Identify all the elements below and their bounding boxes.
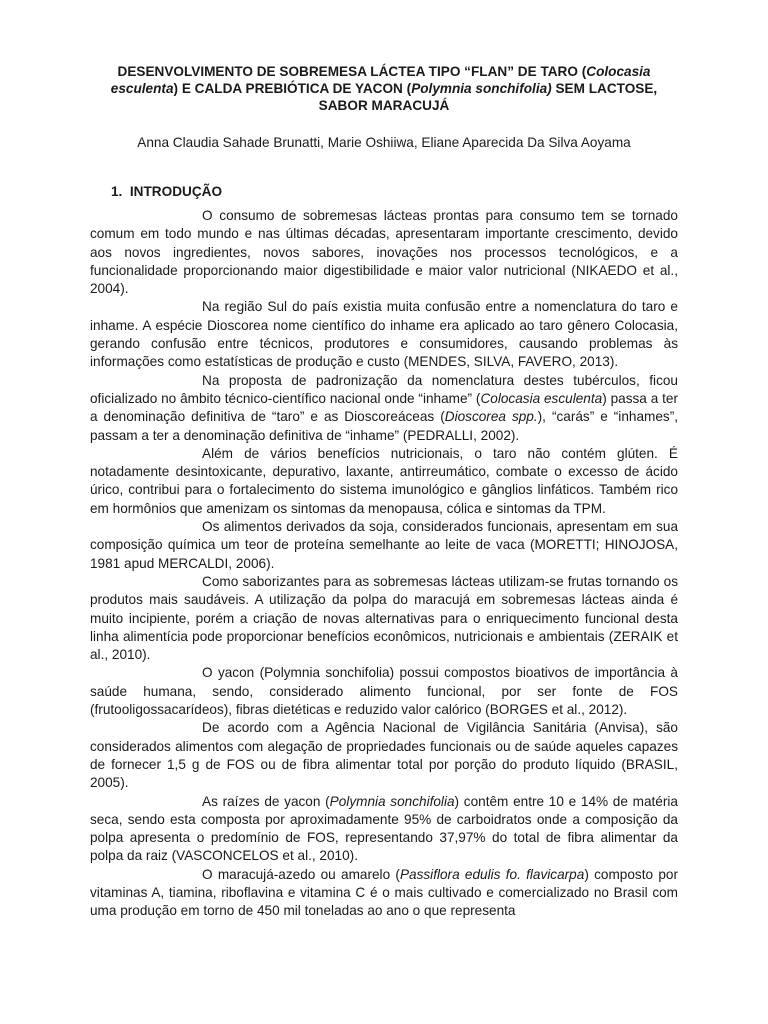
paragraph-3: Na proposta de padronização da nomenclatura destes tubérculos, ficou oficializado no âmbito técnico-científico nacional onde “inhame” (Colocasia esculenta) passa a ter a denominação definitiva de “taro” e as Dioscoreáceas (Dioscorea spp.), “carás” e “inhames”, passam a ter a denominação definitiva de “inhame” (PEDRALLI, 2002).: [90, 372, 678, 443]
paragraph-9: As raízes de yacon (Polymnia sonchifolia) contêm entre 10 e 14% de matéria seca, sendo esta composta por aproximadamente 95% de carboidratos onde a composição da polpa apresenta o predomínio de FOS, representando 37,97% do total de fibra alimentar da polpa da raiz (VASCONCELOS et al., 2010).: [90, 793, 678, 864]
section-number: 1.: [111, 184, 123, 199]
paragraph-1: O consumo de sobremesas lácteas prontas para consumo tem se tornado comum em todo mundo e nas últimas décadas, apresentaram importante crescimento, devido aos novos ingredientes, novos sabores, inovações nos processos tecnológicos, e a funcionalidade proporcionando maior digestibilidade e maior valor nutricional (NIKAEDO et al., 2004).: [90, 208, 678, 297]
paragraph-2: Na região Sul do país existia muita confusão entre a nomenclatura do taro e inhame. A espécie Dioscorea nome científico do inhame era aplicado ao taro gênero Colocasia, gerando confusão entre técnicos, produtores e consumidores, causando problemas às informações como estatísticas de produção e custo (MENDES, SILVA, FAVERO, 2013).: [90, 299, 678, 370]
title-text: ) E CALDA PREBIÓTICA DE YACON (: [173, 81, 412, 96]
paragraph-5: Os alimentos derivados da soja, considerados funcionais, apresentam em sua composição química um teor de proteína semelhante ao leite de vaca (MORETTI; HINOJOSA, 1981 apud MERCALDI, 2006).: [90, 519, 678, 571]
section-title: INTRODUÇÃO: [129, 184, 223, 199]
title-species-taro: Colocasia esculenta: [110, 64, 651, 96]
body-text: [90, 207, 678, 921]
title-text: DESENVOLVIMENTO DE SOBREMESA LÁCTEA TIPO “FLAN” DE TARO (: [117, 64, 587, 79]
paragraph-7: O yacon (Polymnia sonchifolia) possui compostos bioativos de importância à saúde humana, sendo, considerado alimento funcional, por ser fonte de FOS (frutooligossacarídeos), fibras dietéticas e reduzido valor calórico (BORGES et al., 2012).: [90, 665, 678, 718]
title-species-yacon: Polymnia sonchifolia): [411, 81, 552, 96]
author-list: Anna Claudia Sahade Brunatti, Marie Oshiiwa, Eliane Aparecida Da Silva Aoyama: [137, 135, 631, 150]
paragraph-6: Como saborizantes para as sobremesas lácteas utilizam-se frutas tornando os produtos mais saudáveis. A utilização da polpa do maracujá em sobremesas lácteas ainda é muito incipiente, porém a criação de novas alternativas para o enriquecimento funcional desta linha alimentícia pode proporcionar benefícios econômicos, nutricionais e ambientais (ZERAIK et al., 2010).: [90, 573, 678, 663]
paper-title: [92, 63, 676, 114]
paragraph-8: De acordo com a Agência Nacional de Vigilância Sanitária (Anvisa), são considerados alimentos com alegação de propriedades funcionais ou de saúde aqueles capazes de fornecer 1,5 g de FOS ou de fibra alimentar total por porção do produto líquido (BRASIL, 2005).: [90, 720, 678, 791]
paragraph-10: O maracujá-azedo ou amarelo (Passiflora edulis fo. flavicarpa) composto por vitaminas A, tiamina, riboflavina e vitamina C é o mais cultivado e comercializado no Brasil com uma produção em torno de 450 mil toneladas ao ano o que representa: [90, 866, 678, 919]
paragraph-4: Além de vários benefícios nutricionais, o taro não contém glúten. É notadamente desintoxicante, depurativo, laxante, antirreumático, combate o excesso de ácido úrico, contribui para o fortalecimento do sistema imunológico e gânglios linfáticos. Também rico em hormônios que amenizam os sintomas da menopausa, cólica e sintomas da TPM.: [90, 445, 678, 516]
section-heading: [111, 183, 222, 200]
title-text: SEM LACTOSE, SABOR MARACUJÁ: [318, 81, 658, 113]
